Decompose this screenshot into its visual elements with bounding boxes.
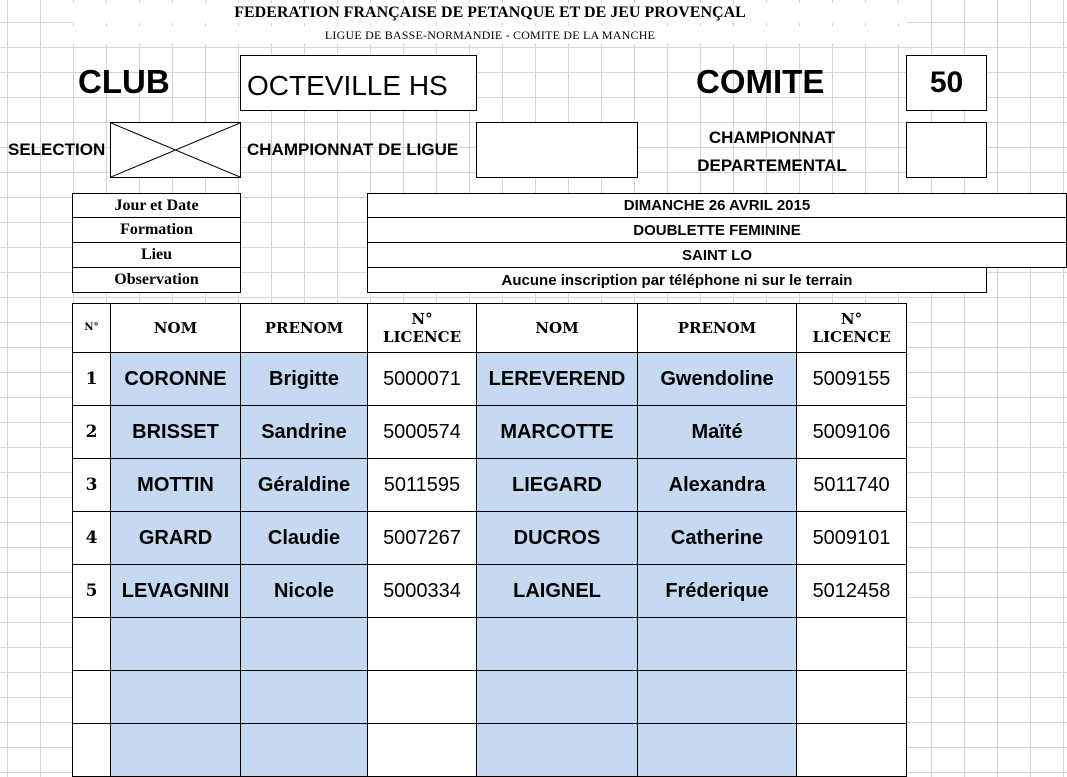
cross-mark-icon: [111, 123, 240, 177]
formation-value[interactable]: DOUBLETTE FEMININE: [367, 217, 1067, 243]
licence-1-cell[interactable]: 5000334: [368, 565, 477, 618]
row-number: 4: [73, 512, 111, 565]
championnat-ligue-label: CHAMPIONNAT DE LIGUE: [247, 140, 459, 159]
table-row: [73, 406, 907, 459]
nom-2-cell[interactable]: [477, 671, 638, 724]
prenom-1-cell[interactable]: Sandrine: [241, 406, 368, 459]
nom-1-cell[interactable]: [111, 618, 241, 671]
header-nom-2: NOM: [477, 304, 638, 353]
players-table: [72, 303, 907, 777]
observation-label: Observation: [72, 267, 241, 293]
nom-2-cell[interactable]: [477, 724, 638, 777]
row-number: [73, 618, 111, 671]
row-number: [73, 724, 111, 777]
header-licence-1: [368, 304, 477, 353]
prenom-2-cell[interactable]: Maïté: [638, 406, 797, 459]
prenom-2-cell[interactable]: [638, 724, 797, 777]
observation-value[interactable]: Aucune inscription par téléphone ni sur le terrain: [367, 267, 987, 293]
nom-2-cell[interactable]: LIEGARD: [477, 459, 638, 512]
licence-1-cell[interactable]: 5000071: [368, 353, 477, 406]
nom-1-cell[interactable]: LEVAGNINI: [111, 565, 241, 618]
header-licence-1-line2: LICENCE: [382, 328, 462, 346]
table-row: [73, 459, 907, 512]
prenom-2-cell[interactable]: Alexandra: [638, 459, 797, 512]
ligue-subtitle: LIGUE DE BASSE-NORMANDIE - COMITE DE LA MANCHE: [73, 26, 907, 44]
nom-2-cell[interactable]: LEREVEREND: [477, 353, 638, 406]
comite-label: COMITE: [696, 63, 825, 100]
header-num: N°: [73, 304, 111, 353]
federation-title: FEDERATION FRANÇAISE DE PETANQUE ET DE JEU PROVENÇAL: [73, 3, 907, 23]
row-number: 1: [73, 353, 111, 406]
licence-2-cell[interactable]: 5009155: [797, 353, 907, 406]
licence-2-cell[interactable]: 5012458: [797, 565, 907, 618]
licence-2-cell[interactable]: 5009106: [797, 406, 907, 459]
prenom-2-cell[interactable]: Catherine: [638, 512, 797, 565]
prenom-2-cell[interactable]: [638, 618, 797, 671]
prenom-2-cell[interactable]: Fréderique: [638, 565, 797, 618]
table-row: [73, 512, 907, 565]
licence-2-cell[interactable]: [797, 671, 907, 724]
nom-1-cell[interactable]: CORONNE: [111, 353, 241, 406]
table-row: [73, 565, 907, 618]
licence-2-cell[interactable]: 5009101: [797, 512, 907, 565]
header-prenom-2: PRENOM: [638, 304, 797, 353]
licence-1-cell[interactable]: [368, 618, 477, 671]
prenom-1-cell[interactable]: Nicole: [241, 565, 368, 618]
jour-date-value[interactable]: DIMANCHE 26 AVRIL 2015: [367, 193, 1067, 218]
row-number: 3: [73, 459, 111, 512]
championnat-departemental-label: [640, 124, 904, 180]
jour-date-label: Jour et Date: [72, 193, 241, 218]
nom-2-cell[interactable]: MARCOTTE: [477, 406, 638, 459]
row-number: 5: [73, 565, 111, 618]
nom-1-cell[interactable]: GRARD: [111, 512, 241, 565]
departemental-line1: CHAMPIONNAT: [708, 128, 836, 147]
prenom-2-cell[interactable]: Gwendoline: [638, 353, 797, 406]
nom-2-cell[interactable]: DUCROS: [477, 512, 638, 565]
prenom-2-cell[interactable]: [638, 671, 797, 724]
licence-1-cell[interactable]: 5000574: [368, 406, 477, 459]
table-row: [73, 353, 907, 406]
prenom-1-cell[interactable]: [241, 724, 368, 777]
header-licence-2-line1: N°: [840, 310, 863, 328]
prenom-1-cell[interactable]: Claudie: [241, 512, 368, 565]
licence-2-cell[interactable]: 5011740: [797, 459, 907, 512]
table-row: [73, 671, 907, 724]
selection-label: SELECTION: [8, 140, 106, 159]
club-name-field[interactable]: OCTEVILLE HS: [240, 55, 477, 111]
club-label: CLUB: [78, 63, 170, 100]
licence-1-cell[interactable]: [368, 671, 477, 724]
licence-1-cell[interactable]: 5007267: [368, 512, 477, 565]
prenom-1-cell[interactable]: [241, 618, 368, 671]
row-number: 2: [73, 406, 111, 459]
prenom-1-cell[interactable]: Brigitte: [241, 353, 368, 406]
table-row: [73, 724, 907, 777]
nom-2-cell[interactable]: LAIGNEL: [477, 565, 638, 618]
header-licence-1-line1: N°: [411, 310, 433, 328]
header-licence-2-line2: LICENCE: [812, 328, 891, 346]
nom-2-cell[interactable]: [477, 618, 638, 671]
nom-1-cell[interactable]: [111, 671, 241, 724]
licence-1-cell[interactable]: 5011595: [368, 459, 477, 512]
formation-label: Formation: [72, 217, 241, 243]
departemental-line2: DEPARTEMENTAL: [697, 156, 847, 175]
prenom-1-cell[interactable]: Géraldine: [241, 459, 368, 512]
championnat-ligue-checkbox[interactable]: [476, 122, 638, 178]
prenom-1-cell[interactable]: [241, 671, 368, 724]
table-row: [73, 618, 907, 671]
table-header-row: [73, 304, 907, 353]
row-number: [73, 671, 111, 724]
nom-1-cell[interactable]: BRISSET: [111, 406, 241, 459]
nom-1-cell[interactable]: [111, 724, 241, 777]
header-nom-1: NOM: [111, 304, 241, 353]
lieu-value[interactable]: SAINT LO: [367, 242, 1067, 268]
licence-1-cell[interactable]: [368, 724, 477, 777]
licence-2-cell[interactable]: [797, 618, 907, 671]
comite-number-field[interactable]: 50: [906, 55, 987, 111]
lieu-label: Lieu: [72, 242, 241, 268]
header-licence-2: [797, 304, 907, 353]
header-prenom-1: PRENOM: [241, 304, 368, 353]
championnat-departemental-checkbox[interactable]: [906, 122, 987, 178]
selection-checkbox[interactable]: [110, 122, 241, 178]
licence-2-cell[interactable]: [797, 724, 907, 777]
nom-1-cell[interactable]: MOTTIN: [111, 459, 241, 512]
